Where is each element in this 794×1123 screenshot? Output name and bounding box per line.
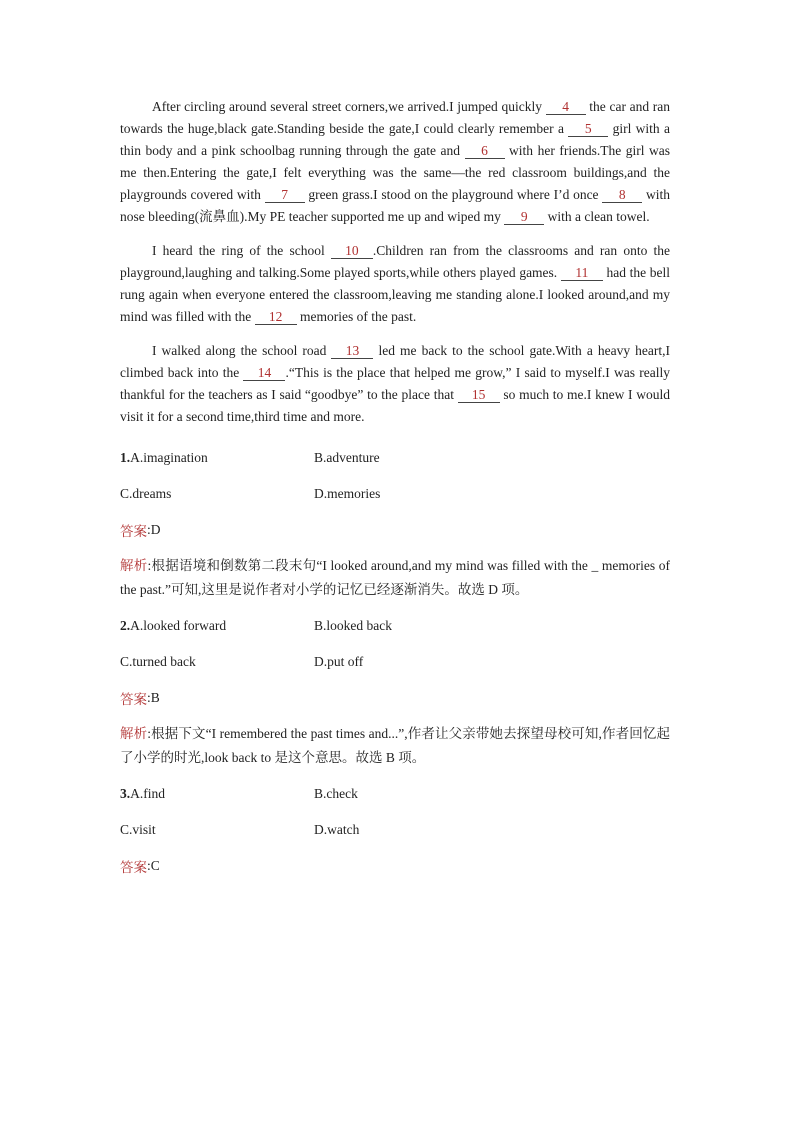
blank-5: 5 — [568, 121, 608, 137]
question-3 — [120, 776, 670, 884]
passage-paragraph-1: After circling around several street corners,we arrived.I jumped quickly 4 the car and ran towards the huge,black gate.Standing beside the gate,I could clearly remember a 5 girl with a thin body and a pink schoolbag running through the gate and 6 with her friends.The girl was me then.Entering the gate,I felt everything was the same—the red classroom buildings,and the playgrounds covered with 7 green grass.I stood on the playground where I’d once 8 with nose bleeding(流鼻血).My PE teacher supported me up and wiped my 9 with a clean towel. — [120, 99, 671, 224]
analysis-label: 解析 — [120, 558, 148, 573]
answer-line — [120, 680, 670, 716]
analysis — [120, 554, 670, 602]
blank-15: 15 — [458, 387, 500, 403]
option-a: A.looked forward — [130, 618, 227, 633]
blank-11: 11 — [561, 265, 603, 281]
analysis-text: :根据语境和倒数第二段末句“I looked around,and my mind was filled with the _ memories of the past.”可知,这里是说作者对小学的记忆已经逐渐消失。故选 D 项。 — [120, 558, 671, 597]
blank-9: 9 — [504, 209, 544, 225]
option-d: D.watch — [314, 822, 360, 837]
question-2 — [120, 608, 670, 770]
analysis-label: 解析 — [120, 726, 148, 741]
option-d: D.put off — [314, 654, 364, 669]
blank-13: 13 — [331, 343, 373, 359]
answer-label: 答案 — [120, 860, 147, 875]
question-number: 3. — [120, 786, 131, 801]
passage-paragraph-3: I walked along the school road 13 led me back to the school gate.With a heavy heart,I climbed back into the 14 .“This is the place that helped me grow,” I said to myself.I was really thankful for the teachers as I said “goodbye” to the place that 15 so much to me.I knew I would visit it for a second time,third time and more. — [120, 343, 670, 424]
option-b: B.check — [314, 786, 358, 801]
option-c: C.dreams — [120, 486, 172, 501]
option-a: A.imagination — [130, 450, 208, 465]
answer-value: :D — [147, 522, 161, 537]
passage-paragraph-2: I heard the ring of the school 10 .Children ran from the classrooms and ran onto the playground,laughing and talking.Some played sports,while others played games. 11 had the bell rung again when everyone entered the classroom,leaving me standing alone.I looked around,and my mind was filled with the 12 memories of the past. — [120, 243, 670, 324]
document-page — [120, 96, 670, 884]
blank-6: 6 — [465, 143, 505, 159]
analysis-text: :根据下文“I remembered the past times and...”,作者让父亲带她去探望母校可知,作者回忆起了小学的时光,look back to 是这个意思。故选 B 项。 — [120, 726, 671, 765]
blank-8: 8 — [602, 187, 642, 203]
answer-line — [120, 848, 670, 884]
answer-label: 答案 — [120, 524, 147, 539]
option-a: A.find — [130, 786, 165, 801]
blank-12: 12 — [255, 309, 297, 325]
answer-line — [120, 512, 670, 548]
option-b: B.adventure — [314, 450, 380, 465]
blank-10: 10 — [331, 243, 373, 259]
question-number: 2. — [120, 618, 131, 633]
answer-value: :B — [147, 690, 160, 705]
blank-7: 7 — [265, 187, 305, 203]
option-c: C.turned back — [120, 654, 196, 669]
analysis — [120, 722, 670, 770]
answer-label: 答案 — [120, 692, 147, 707]
blank-4: 4 — [546, 99, 586, 115]
answer-value: :C — [147, 858, 160, 873]
option-d: D.memories — [314, 486, 381, 501]
option-c: C.visit — [120, 822, 156, 837]
question-number: 1. — [120, 450, 131, 465]
option-b: B.looked back — [314, 618, 392, 633]
question-1 — [120, 440, 670, 602]
blank-14: 14 — [243, 365, 285, 381]
